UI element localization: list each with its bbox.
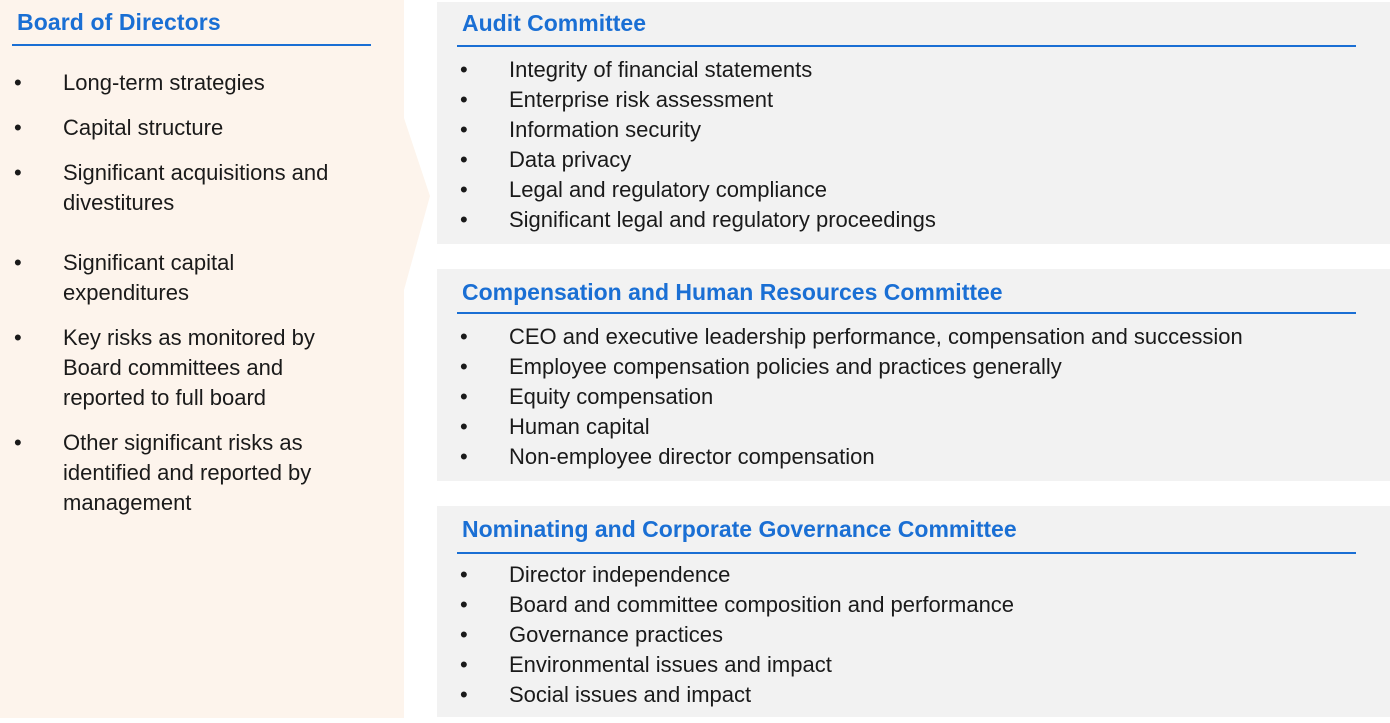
bullet-icon: • — [460, 652, 468, 677]
compensation-committee-title: Compensation and Human Resources Committee — [462, 279, 1003, 305]
compensation-committee-list — [437, 322, 1390, 472]
list-item-text: Board and committee composition and performance — [509, 592, 1015, 617]
bullet-icon: • — [460, 147, 468, 172]
board-item-text: Capital structure — [63, 115, 224, 140]
list-item-text: Director independence — [509, 562, 731, 587]
list-item-text: Data privacy — [509, 147, 632, 172]
list-item-text: Enterprise risk assessment — [509, 87, 774, 112]
bullet-icon: • — [14, 325, 22, 350]
list-item — [437, 145, 1390, 175]
list-item — [437, 205, 1390, 235]
list-item — [437, 322, 1390, 352]
list-item — [437, 55, 1390, 85]
bullet-icon: • — [460, 177, 468, 202]
list-item-text: CEO and executive leadership performance, compensation and succession — [509, 324, 1243, 349]
board-item-text: Long-term strategies — [63, 70, 265, 95]
list-item — [437, 560, 1390, 590]
list-item-text: Equity compensation — [509, 384, 714, 409]
list-item — [437, 382, 1390, 412]
list-item-text: Non-employee director compensation — [509, 444, 875, 469]
list-item — [437, 590, 1390, 620]
board-title-underline — [12, 44, 371, 46]
audit-committee-list — [437, 55, 1390, 235]
list-item-text: Governance practices — [509, 622, 723, 647]
list-item-text: Employee compensation policies and practices generally — [509, 354, 1062, 379]
list-item — [437, 620, 1390, 650]
bullet-icon: • — [460, 682, 468, 707]
list-item — [437, 85, 1390, 115]
audit-committee-panel — [437, 2, 1390, 244]
list-item-text: Integrity of financial statements — [509, 57, 813, 82]
nominating-committee-list — [437, 560, 1390, 710]
list-item — [437, 175, 1390, 205]
bullet-icon: • — [14, 250, 22, 275]
list-item-text: Social issues and impact — [509, 682, 752, 707]
list-item — [437, 412, 1390, 442]
compensation-committee-underline — [457, 312, 1356, 314]
bullet-icon: • — [460, 414, 468, 439]
list-item-text: Significant legal and regulatory proceedings — [509, 207, 936, 232]
bullet-icon: • — [460, 57, 468, 82]
bullet-icon: • — [14, 70, 22, 95]
board-title: Board of Directors — [17, 9, 221, 35]
compensation-committee-panel — [437, 269, 1390, 481]
list-item — [437, 650, 1390, 680]
bullet-icon: • — [460, 207, 468, 232]
bullet-icon: • — [14, 115, 22, 140]
bullet-icon: • — [460, 384, 468, 409]
nominating-committee-title: Nominating and Corporate Governance Committee — [462, 516, 1017, 542]
bullet-icon: • — [460, 592, 468, 617]
list-item — [437, 680, 1390, 710]
board-item-text: Key risks as monitored by Board committees and reported to full board — [63, 325, 315, 410]
bullet-icon: • — [460, 117, 468, 142]
bullet-icon: • — [460, 444, 468, 469]
bullet-icon: • — [460, 622, 468, 647]
list-item-text: Legal and regulatory compliance — [509, 177, 827, 202]
list-item-text: Human capital — [509, 414, 650, 439]
bullet-icon: • — [14, 430, 22, 455]
list-item — [437, 442, 1390, 472]
board-item-text: Significant acquisitions and divestitures — [63, 160, 329, 215]
board-item-text: Other significant risks as identified and reported by management — [63, 430, 312, 515]
audit-committee-underline — [457, 45, 1356, 47]
list-item — [437, 352, 1390, 382]
nominating-committee-underline — [457, 552, 1356, 554]
bullet-icon: • — [14, 160, 22, 185]
list-item — [437, 115, 1390, 145]
audit-committee-title: Audit Committee — [462, 10, 646, 36]
bullet-icon: • — [460, 562, 468, 587]
list-item-text: Environmental issues and impact — [509, 652, 832, 677]
bullet-icon: • — [460, 324, 468, 349]
nominating-committee-panel — [437, 506, 1390, 717]
list-item-text: Information security — [509, 117, 701, 142]
bullet-icon: • — [460, 354, 468, 379]
board-item-text: Significant capital expenditures — [63, 250, 235, 305]
bullet-icon: • — [460, 87, 468, 112]
